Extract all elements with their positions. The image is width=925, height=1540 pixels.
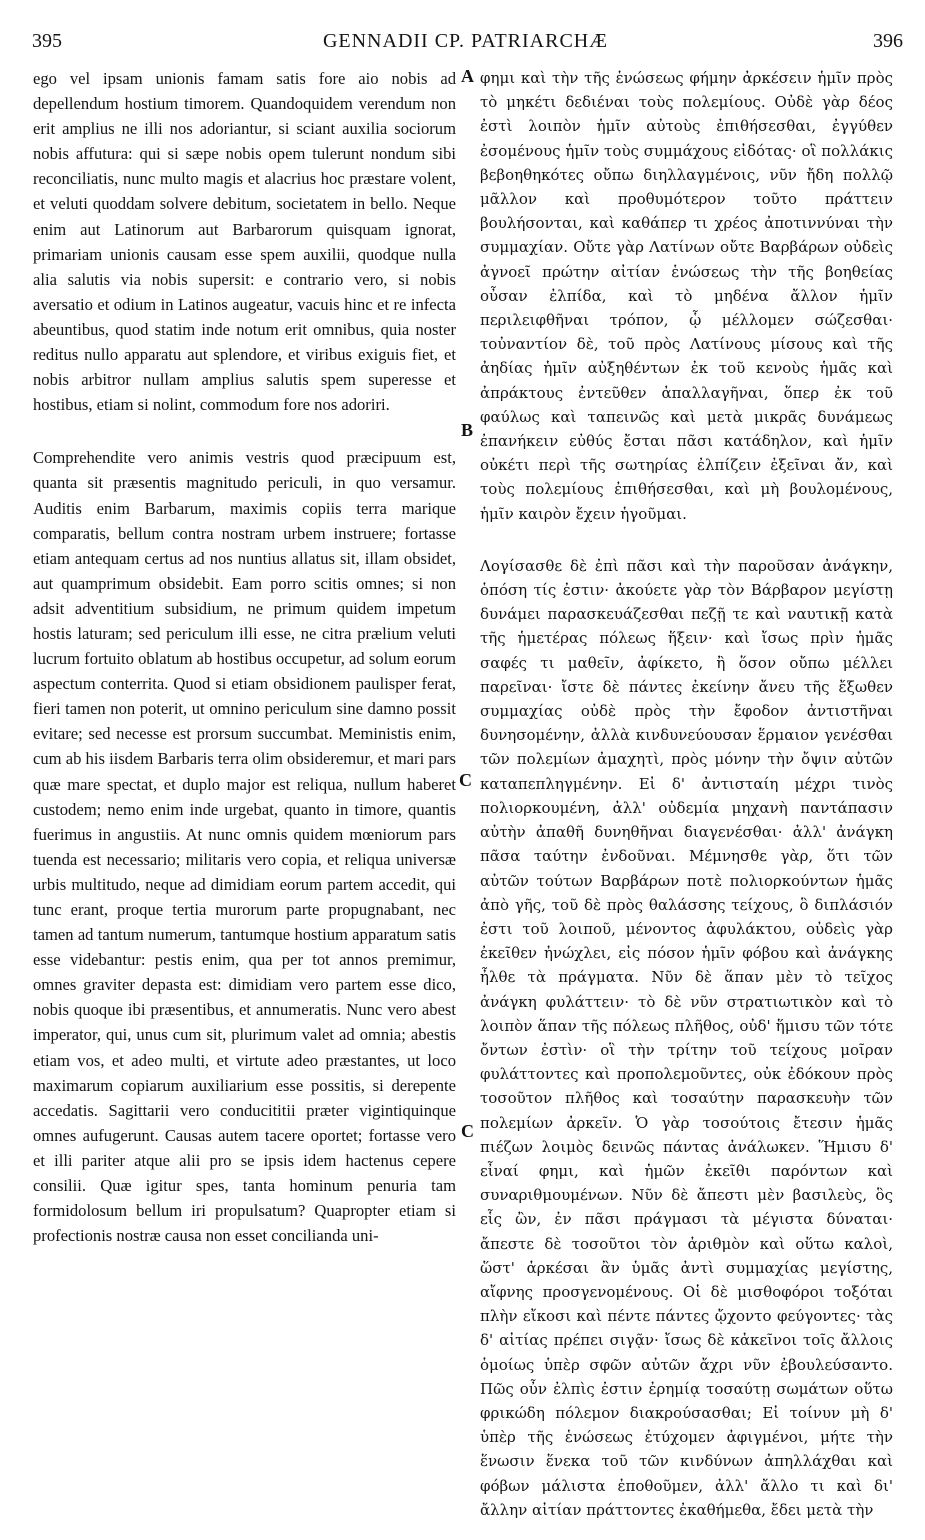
greek-paragraph-2: Λογίσασθε δὲ ἐπὶ πᾶσι καὶ τὴν παροῦσαν ἀνάγκην, ὁπόση τίς ἐστιν· ἀκούετε γὰρ τὸν Βάρβαρον μεγίστῃ δυνάμει παρασκευάζεσθαι πεζῇ τε καὶ ναυτικῇ κατὰ τῆς ἡμετέρας πόλεως ἥξειν· καὶ ἴσως πρὶν ἡμᾶς σαφές τι μαθεῖν, ἀφίκετο, ἢ ὅσον οὔπω μέλλει παρεῖναι· ἴστε δὲ πάντες ἐκείνην ἄνευ τῆς ἔξωθεν συμμαχίας οὐδὲ πρὸς τὴν ἔφοδον ἀντιστῆναι δυνησομένην, ἀλλὰ κινδυνεύουσαν ἕρμαιον γενέσθαι τῶν πολεμίων ἀμαχητὶ, πρὸς μόνην τὴν ὄψιν αὐτῶν καταπεπληγμένην. Εἰ δ' ἀντισταίη μέχρι τινὸς πολιορκουμένη, ἀλλ' οὐδεμία μηχανὴ παντάπασιν αὐτὴν ἀπαθῆ δυνηθῆναι διαγενέσθαι· ἀλλ' ἀνάγκη πᾶσα ταύτην ἐνδοῦναι. Μέμνησθε γὰρ, ὅτι τῶν αὐτῶν τούτων Βαρβάρων ποτὲ πολιορκούντων ἡμᾶς ἀπὸ γῆς, τοῦ δὲ πρὸς θαλάσσης τείχους, ὃ διπλάσιόν ἐστι τοῦ λοιποῦ, μένοντος ἀφυλάκτου, οὐδεὶς γὰρ ἐκεῖθεν ἠνώχλει, εἰς πόσον ἡμῖν φόβου καὶ ἀνάγκης ἦλθε τὰ πράγματα. Νῦν δὲ ἅπαν μὲν τὸ τεῖχος ἀνάγκη φυλάττειν· τὸ δὲ νῦν στρατιωτικὸν καὶ τὸ λοιπὸν ἅπαν τῆς πόλεως πλῆθος, οὐδ' ἥμισυ τῶν τότε ὄντων ἐστὶν· οἳ τὴν τρίτην τοῦ τείχους μοῖραν φυλάττοντες καὶ προπολεμοῦντες, οὐκ ἐδόκουν πρὸς τοσοῦτον πλῆθος καὶ τοσαύτην παρασκευὴν τῶν πολεμίων ἀρκεῖν. Ὁ γὰρ τοσούτοις ἔτεσιν ἡμᾶς πιέζων λοιμὸς δεινῶς πάντας ἀνάλωκεν. Ἥμισυ δ' εἶναί φημι, καὶ ἡμῶν ἐκεῖθι παρόντων καὶ συναριθμουμένων. Νῦν δὲ ἄπεστι μὲν βασιλεὺς, ὃς εἷς ὢν, ἐν πᾶσι πράγμασι τὰ μέγιστα δύναται· ἄπεστε δὲ τοσοῦτοι τὸν ἀριθμὸν καὶ οὕτω καλοὶ, ὥστ' ἀρκέσαι ἂν ὑμᾶς ἀντὶ συμμαχίας μεγίστης, αἴφνης προσγενομένους. Οἱ δὲ μισθοφόροι τοξόται πλὴν εἴκοσι καὶ πέντε πάντες ᾤχοντο φεύγοντες· τὰς δ' αἰτίας πρέπει σιγᾷν· ἴσως δὲ κἀκεῖνοι τοῖς ἄλλοις ὁμοίως ὑπὲρ σφῶν αὐτῶν ἄχρι νῦν ἐβουλεύσαντο. Πῶς οὖν ἐλπὶς ἐστιν ἐρημίᾳ τοσαύτῃ σωμάτων οὕτω φρικώδη πόλεμον διακρούσασθαι; Εἰ τοίνυν μὴ δ' ὑπὲρ τῆς ἑνώσεως ἐτύχομεν ἀφιγμένοι, μήτε τὴν ἕνωσιν ἕνεκα τοῦ τῶν κινδύνων ἀπηλλάχθαι καὶ φόβων μάλιστα ἐποθοῦμεν, ἀλλ' ἄλλο τι καὶ δι' ἄλλην αἰτίαν πράττοντες ἐκαθήμεθα, ἔδει μετὰ τὴν — [480, 556, 893, 1519]
latin-paragraph-1: ego vel ipsam unionis famam satis fore aio nobis ad depellendum hostium timorem. Quandoquidem verendum non erit amplius ne illi nos adoriantur, si sciant auxilia sociorum nobis affutura: qui si sæpe nobis opem tulerunt nondum sibi reconciliatis, nunc multo magis et alacrius hoc præstare volent, et veluti quoddam solvere debitum, societatem in bello. Neque enim aut Latinorum aut Barbarorum quisquam ignorat, primariam unionis causam esse spem auxilii, quodque nulla alia salutis via nobis supersit: e contrario vero, si nobis aversatio et odium in Latinos augeatur, vacuis hinc et re infecta abeuntibus, quod statim inde notum erit omnibus, quia noster reditus nullo apparatu aut splendore, et viribus exiguis fiet, et nobis arbitror nullam amplius salutis spem superesse et hostibus, etiam si nolint, commodum fore nos adoriri. — [33, 69, 456, 415]
margin-marker-b: B — [461, 420, 474, 440]
greek-column — [480, 66, 893, 1522]
running-title: GENNADII CP. PATRIARCHÆ — [322, 30, 609, 52]
running-header — [28, 22, 903, 52]
margin-marker-c-second: C — [461, 1121, 474, 1141]
margin-marker-c: C — [459, 770, 472, 790]
page-number-right: 396 — [873, 30, 903, 52]
latin-column — [33, 66, 456, 1248]
latin-paragraph-2: Comprehendite vero animis vestris quod præcipuum est, quanta sit præsentis magnitudo periculi, in quo versamur. Auditis enim Barbarum, maximis copiis terra marique comparatis, bellum contra nostram urbem instruere; fortasse etiam antequam certus ad nos nuntius allatus sit, illam obsidet, aut quamprimum obsidebit. Eam porro scitis omnes; si non adsit adventitium subsidium, ne primum quidem impetum hostis laturam; sed periculum illi esse, ne citra prælium veluti lucrum fortuito oblatum ab hostibus occupetur, ad solum eorum aspectum conterrita. Quod si etiam obsidionem paulisper ferat, fieri tamen non poterit, ut omnino periculum sine damno possit evitare; sed necesse est prorsum succumbat. Meministis enim, cum ab his iisdem Barbaris terra olim obsideremur, et mari pars quæ mare spectat, et duplo major est reliqua, nullum haberet custodem; nemo enim inde urgebat, quanto in timore, quantis fuerimus in angustiis. At nunc omnis quidem mœniorum pars tuenda est necessario; militaris vero copia, et reliqua universæ urbis multitudo, neque ad dimidiam eorum partem accedit, qui tunc erant, proque tertia murorum parte propugnabant, nec tamen ad tantum numerum, tantumque hostium apparatum satis esse videbantur: pestis enim, qua per tot annos premimur, omnes graviter depasta est: dimidiam vero partem esse dico, nobis quoque ibi præsentibus, et annumeratis. Nunc vero abest imperator, qui, unus cum sit, plurimum valet ad omnia; abestis etiam vos, et adeo multi, et virtute adeo præstantes, ut loco maximarum copiarum auxiliarium esse possitis, si derepente accedatis. Sagittarii vero conducititii præter vigintiquinque omnes aufugerunt. Causas autem tacere oportet; fortasse vero et illi pariter atque alii pro se ipsis idem hactenus cepere consilii. Quæ igitur spes, tanta hominum penuria tam formidolosum bellum iri propulsatum? Quapropter etiam si profectionis nostræ causa non esset concilianda uni- — [33, 448, 456, 1246]
margin-marker-a: A — [461, 66, 474, 86]
greek-paragraph-1: φημι καὶ τὴν τῆς ἑνώσεως φήμην ἀρκέσειν ἡμῖν πρὸς τὸ μηκέτι δεδιέναι τοὺς πολεμίους. Οὐδὲ γὰρ δέος ἐστὶ λοιπὸν ἡμῖν αὐτοὺς ἐπιθήσεσθαι, ἐγγύθεν ἐσομένους ἡμῖν τοὺς συμμάχους εἰδότας· οἳ πολλάκις βεβοηθηκότες οὔπω διηλλαγμένοις, νῦν ἤδη πολλῷ μᾶλλον καὶ προθυμότερον τοῦτο πράττειν βουλήσονται, καὶ καθάπερ τι χρέος ἀποτιννύναι τὴν συμμαχίαν. Οὔτε γὰρ Λατίνων οὔτε Βαρβάρων οὐδεὶς ἀγνοεῖ πρώτην αἰτίαν ἑνώσεως τὴν τῆς βοηθείας οὖσαν ἐλπίδα, καὶ τὸ μηδένα ἄλλον ἡμῖν περιλειφθῆναι τρόπον, ᾧ μέλλομεν σώζεσθαι· τοὐναντίον δὲ, τοῦ πρὸς Λατίνους μίσους καὶ τῆς ἀηδίας ἡμῖν αὐξηθέντων ἐκ τοῦ κενοὺς ἡμᾶς καὶ ἀπράκτους ἐντεῦθεν ἀπαλλαγῆναι, ὅπερ ἐκ τοῦ φαύλως καὶ ταπεινῶς καὶ μετὰ μικρᾶς δυνάμεως ἐπανήκειν εὐθύς ἔσται πᾶσι κατάδηλον, καὶ ἡμῖν οὐκέτι περὶ τῆς σωτηρίας ἐλπίζειν ἐξεῖναι ἄν, καὶ τοὺς πολεμίους ἐπιθήσεσθαι, καὶ μὴ βουλομένους, ἡμῖν καιρὸν ἔχειν ἡγοῦμαι. — [480, 69, 893, 523]
page-number-left: 395 — [32, 30, 62, 52]
